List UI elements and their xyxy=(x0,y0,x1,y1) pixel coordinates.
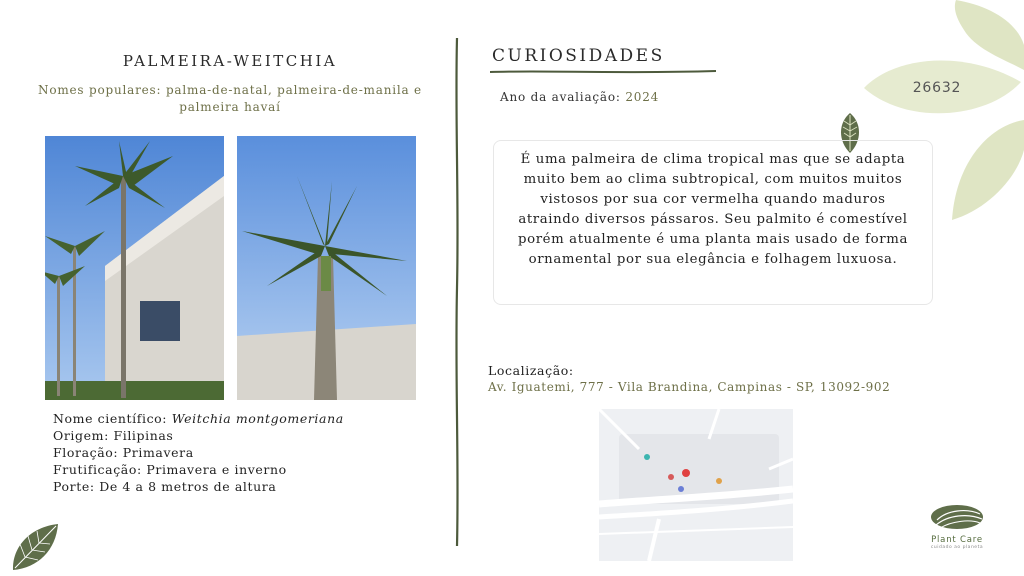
curiosities-description-box xyxy=(493,140,933,305)
plant-title: PALMEIRA-WEITCHIA xyxy=(122,52,338,70)
scientific-name-value: Weitchia montgomeriana xyxy=(171,411,344,426)
popular-names: Nomes populares: palma-de-natal, palmeira-de-manila e palmeira havaí xyxy=(38,83,422,114)
palm-photo-2 xyxy=(237,136,416,400)
year-value: 2024 xyxy=(625,90,660,104)
map-thumbnail[interactable] xyxy=(599,409,793,561)
flowering-row: Floração: Primavera xyxy=(53,445,194,460)
column-divider xyxy=(452,38,462,546)
location-label: Localização: xyxy=(488,363,574,378)
leaf-decoration-bottom-left xyxy=(10,522,60,572)
scientific-name-label: Nome científico: xyxy=(53,411,168,426)
brand-name: Plant Care xyxy=(931,535,983,545)
fruiting-row: Frutificação: Primavera e inverno xyxy=(53,462,287,477)
plant-facts xyxy=(53,410,344,495)
curiosities-title: CURIOSIDADES xyxy=(492,46,665,66)
palm-photo-1 xyxy=(45,136,224,400)
year-label: Ano da avaliação: xyxy=(500,90,621,104)
brand-tagline: cuidado ao planeta xyxy=(930,545,984,550)
plant-code: 26632 xyxy=(912,80,962,96)
origin-row: Origem: Filipinas xyxy=(53,428,174,443)
location-address: Av. Iguatemi, 777 - Vila Brandina, Campinas - SP, 13092-902 xyxy=(488,380,891,394)
evaluation-year xyxy=(500,90,659,104)
title-underline xyxy=(490,68,716,76)
scientific-name-row xyxy=(53,410,344,427)
curiosities-description: É uma palmeira de clima tropical mas que se adapta muito bem ao clima subtropical, com muitos muitos vistosos por sua cor vermelha quando maduros atraindo diversos pássaros. Seu palmito é comestível porém atualmente é uma planta mais usado de forma ornamental por sua elegância e folhagem luxuosa. xyxy=(518,152,908,267)
size-row: Porte: De 4 a 8 metros de altura xyxy=(53,479,277,494)
